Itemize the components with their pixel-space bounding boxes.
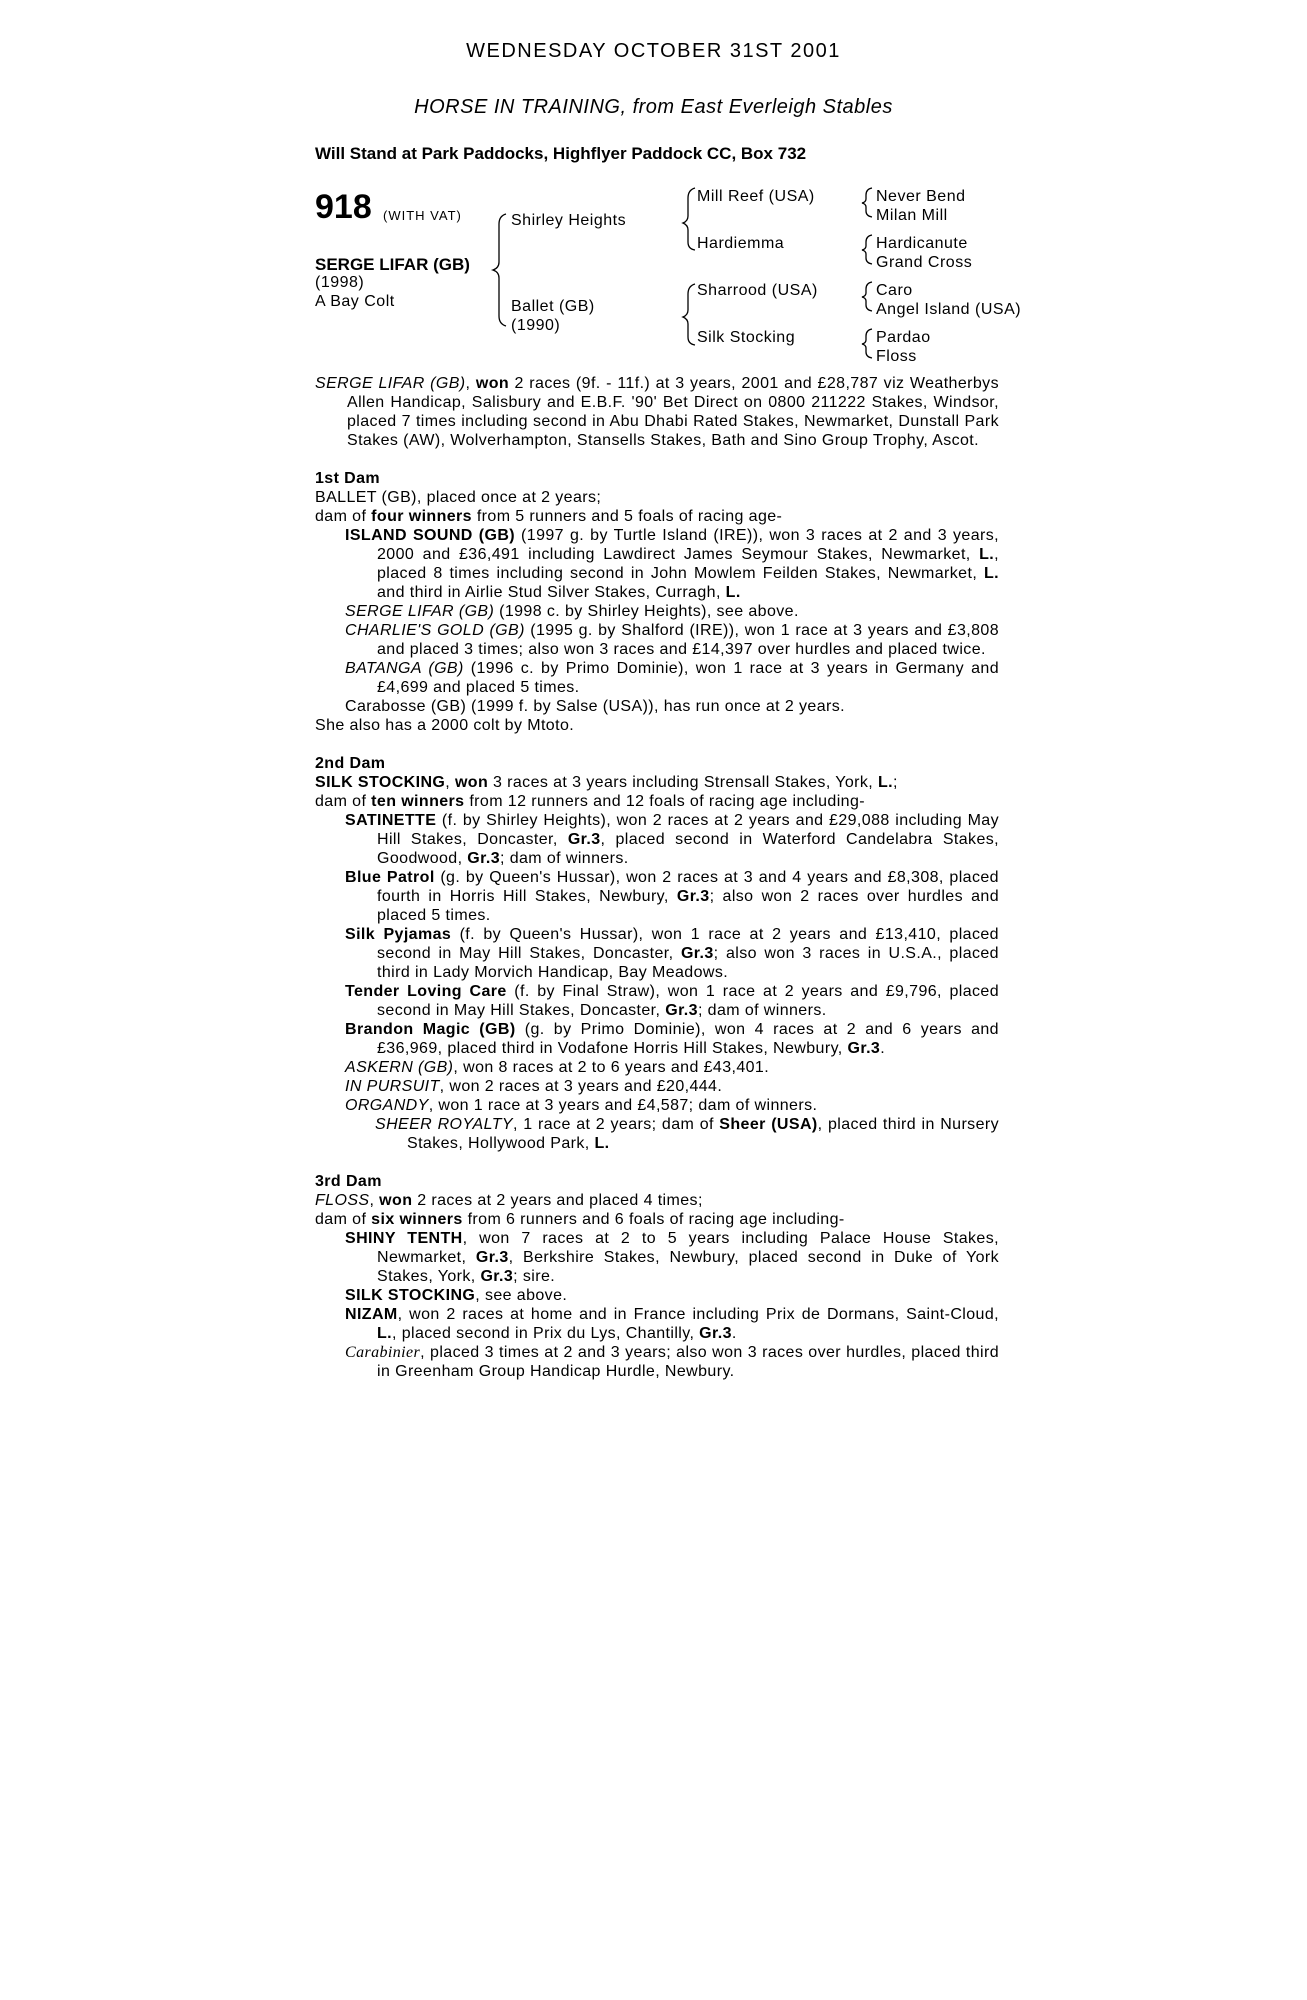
pedigree-gen3-2: Milan Mill <box>876 207 948 224</box>
first-dam-heading: 1st Dam <box>315 470 381 487</box>
second-dam-line: SILK STOCKING, won 3 races at 3 years including Strensall Stakes, York, L.; <box>315 774 898 791</box>
produce-island-sound: ISLAND SOUND (GB) (1997 g. by Turtle Island (IRE)), won 3 races at 2 and 3 years, 2000 and £36,491 including Lawdirect James Seymour Stakes, Newmarket, L., placed 8 times including second in John Mowlem Feilden Stakes, Newmarket, L. and third in Airlie Stud Silver Stakes, Curragh, L. <box>345 527 1000 601</box>
produce-blue-patrol: Blue Patrol (g. by Queen's Hussar), won 2 races at 3 and 4 years and £8,308, placed fourth in Horris Hill Stakes, Newbury, Gr.3; also won 2 races over hurdles and placed 5 times. <box>345 869 999 924</box>
second-dam-produce-line: dam of ten winners from 12 runners and 12 foals of racing age including- <box>315 793 865 810</box>
produce-serge-lifar: SERGE LIFAR (GB) (1998 c. by Shirley Heights), see above. <box>345 603 799 620</box>
catalogue-body <box>315 374 999 1381</box>
pedigree-dam: Ballet (GB) <box>511 298 595 315</box>
third-dam-produce-line: dam of six winners from 6 runners and 6 foals of racing age including- <box>315 1211 845 1228</box>
pedigree-gen3-8: Floss <box>876 348 917 365</box>
second-dam-heading: 2nd Dam <box>315 755 386 772</box>
horse-name: SERGE LIFAR (GB) <box>315 255 470 274</box>
produce-charlies-gold: CHARLIE'S GOLD (GB) (1995 g. by Shalford (IRE)), won 1 race at 3 years and £3,808 and placed 3 times; also won 3 races and £14,397 over hurdles and placed twice. <box>345 622 1000 658</box>
produce-askern: ASKERN (GB), won 8 races at 2 to 6 years and £43,401. <box>345 1059 770 1076</box>
produce-nizam: NIZAM, won 2 races at home and in France including Prix de Dormans, Saint-Cloud, L., placed second in Prix du Lys, Chantilly, Gr.3. <box>345 1306 999 1342</box>
race-summary: SERGE LIFAR (GB), won 2 races (9f. - 11f.) at 3 years, 2001 and £28,787 viz Weatherbys Allen Handicap, Salisbury and E.B.F. '90' Bet Direct on 0800 211222 Stakes, Windsor, placed 7 times including second in Abu Dhabi Rated Stakes, Newmarket, Dunstall Park Stakes (AW), Wolverhampton, Stansells Stakes, Bath and Sino Group Trophy, Ascot. <box>315 375 999 449</box>
produce-shiny-tenth: SHINY TENTH, won 7 races at 2 to 5 years including Palace House Stakes, Newmarket, Gr.3, Berkshire Stakes, Newbury, placed second in Duke of York Stakes, York, Gr.3; sire. <box>345 1230 999 1285</box>
pedigree-gen3-4: Grand Cross <box>876 254 973 271</box>
lot-subtitle: HORSE IN TRAINING, from East Everleigh Stables <box>414 96 893 118</box>
produce-brandon-magic: Brandon Magic (GB) (g. by Primo Dominie), won 4 races at 2 and 6 years and £36,969, placed third in Vodafone Horris Hill Stakes, Newbury, Gr.3. <box>345 1021 999 1057</box>
horse-year: (1998) <box>315 274 365 291</box>
pedigree-dam-year: (1990) <box>511 317 561 334</box>
produce-tender-loving-care: Tender Loving Care (f. by Final Straw), won 1 race at 2 years and £9,796, placed second in May Hill Stakes, Doncaster, Gr.3; dam of winners. <box>345 983 1000 1019</box>
produce-note: She also has a 2000 colt by Mtoto. <box>315 717 575 734</box>
produce-in-pursuit: IN PURSUIT, won 2 races at 3 years and £20,444. <box>345 1078 723 1095</box>
pedigree-gen3-6: Angel Island (USA) <box>876 301 1022 318</box>
produce-silk-stocking: SILK STOCKING, see above. <box>345 1287 568 1304</box>
pedigree-sire: Shirley Heights <box>511 212 627 229</box>
pedigree-gen3-5: Caro <box>876 282 913 299</box>
pedigree-gen2-1: Mill Reef (USA) <box>697 188 815 205</box>
sale-date: WEDNESDAY OCTOBER 31ST 2001 <box>466 40 841 62</box>
first-dam-produce-line: dam of four winners from 5 runners and 5 foals of racing age- <box>315 508 783 525</box>
produce-carabinier: Carabinier, placed 3 times at 2 and 3 years; also won 3 races over hurdles, placed third in Greenham Group Handicap Hurdle, Newbury. <box>345 1344 999 1380</box>
pedigree-gen3-3: Hardicanute <box>876 235 968 252</box>
first-dam-line: BALLET (GB), placed once at 2 years; <box>315 489 602 506</box>
pedigree-lines <box>0 0 1307 380</box>
produce-carabosse: Carabosse (GB) (1999 f. by Salse (USA)), has run once at 2 years. <box>345 698 845 715</box>
vat-note: (WITH VAT) <box>383 208 462 223</box>
produce-organdy: ORGANDY, won 1 race at 3 years and £4,587; dam of winners. <box>345 1097 818 1114</box>
pedigree-gen2-3: Sharrood (USA) <box>697 282 818 299</box>
stand-location: Will Stand at Park Paddocks, Highflyer Paddock CC, Box 732 <box>315 144 807 163</box>
produce-batanga: BATANGA (GB) (1996 c. by Primo Dominie), won 1 race at 3 years in Germany and £4,699 and placed 5 times. <box>345 660 999 696</box>
third-dam-heading: 3rd Dam <box>315 1173 382 1190</box>
third-dam-line: FLOSS, won 2 races at 2 years and placed 4 times; <box>315 1192 703 1209</box>
produce-silk-pyjamas: Silk Pyjamas (f. by Queen's Hussar), won 1 race at 2 years and £13,410, placed second in May Hill Stakes, Doncaster, Gr.3; also won 3 races in U.S.A., placed third in Lady Morvich Handicap, Bay Meadows. <box>345 926 999 981</box>
produce-sheer-royalty: SHEER ROYALTY, 1 race at 2 years; dam of Sheer (USA), placed third in Nursery Stakes, Hollywood Park, L. <box>375 1116 1000 1152</box>
pedigree-gen2-2: Hardiemma <box>697 235 785 252</box>
horse-description: A Bay Colt <box>315 293 395 310</box>
lot-number: 918 <box>315 188 372 226</box>
produce-satinette: SATINETTE (f. by Shirley Heights), won 2 races at 2 years and £29,088 including May Hill Stakes, Doncaster, Gr.3, placed second in Waterford Candelabra Stakes, Goodwood, Gr.3; dam of winners. <box>345 812 999 867</box>
pedigree-gen3-7: Pardao <box>876 329 931 346</box>
pedigree-gen2-4: Silk Stocking <box>697 329 796 346</box>
pedigree-gen3-1: Never Bend <box>876 188 966 205</box>
